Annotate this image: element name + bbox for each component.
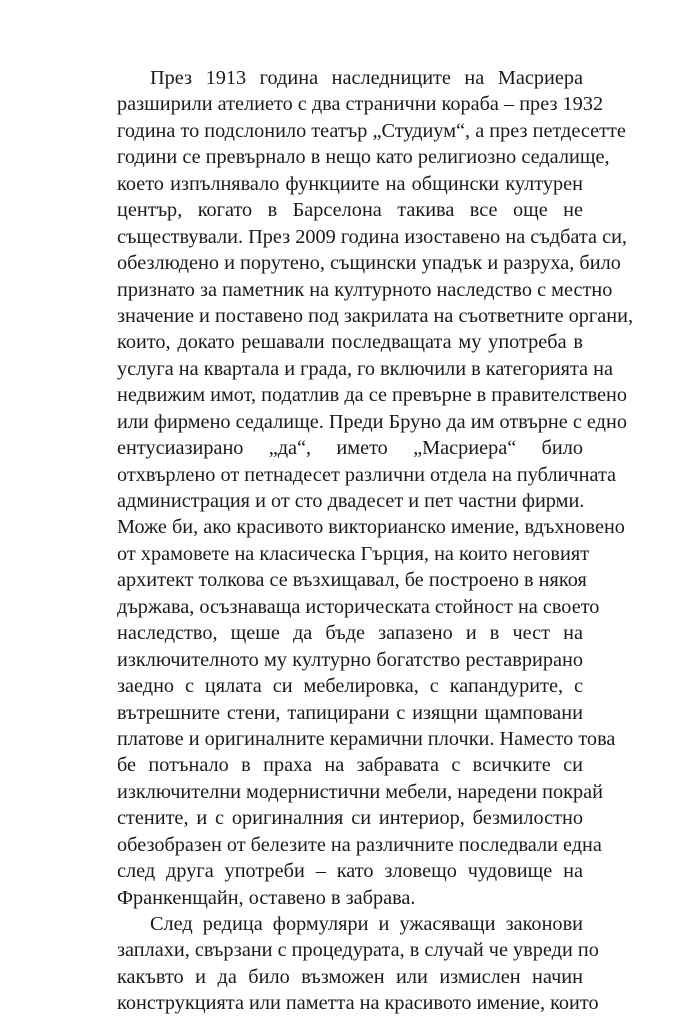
text-line: След редица формуляри и ужасяващи законови	[150, 913, 583, 935]
text-line: вътрешните стени, тапицирани с изящни щамповани	[117, 701, 583, 724]
text-line: години се превърнало в нещо като религиозно седалище,	[117, 146, 610, 169]
text-line: или фирмено седалище. Преди Бруно да им отвърне с едно	[117, 410, 627, 433]
text-line: обезобразен от белезите на различните последвали една	[117, 833, 602, 856]
text-line: отхвърлено от петнадесет различни отдела на публичната	[117, 463, 617, 486]
paragraph-1	[117, 65, 634, 911]
text-line: През 1913 година наследниците на Масриера	[150, 67, 583, 89]
text-line: значение и поставено под закрилата на съответните органи,	[117, 304, 634, 327]
text-line: година то подслонило театър „Студиум“, а през петдесетте	[117, 119, 626, 142]
text-line: услуга на квартала и града, го включили в категорията на	[117, 357, 613, 380]
text-line: от храмовете на класическа Гърция, на които неговият	[117, 542, 590, 565]
text-line: след друга употреби – като зловещо чудовище на	[117, 860, 583, 883]
text-line: което изпълнявало функциите на общински културен	[117, 172, 583, 195]
paragraph-2	[117, 911, 599, 1017]
text-line: ентусиазирано „да“, името „Масриера“ било	[117, 437, 583, 460]
text-line: държава, осъзнаваща историческата стойност на своето	[117, 595, 600, 618]
text-line: Франкенщайн, оставено в забрава.	[117, 886, 416, 909]
text-line: стените, и с оригиналния си интериор, безмилостно	[117, 807, 583, 830]
text-line: архитект толкова се възхищавал, бе построено в някоя	[117, 569, 587, 592]
text-line: съществували. През 2009 година изоставено на съдбата си,	[117, 225, 627, 248]
text-line: недвижим имот, податлив да се превърне в правителствено	[117, 384, 628, 407]
body-text	[117, 65, 634, 1017]
text-line: конструкцията или паметта на красивото имение, които	[117, 992, 599, 1015]
text-line: признато за паметник на културното наследство с местно	[117, 278, 613, 301]
text-line: заедно с цялата си мебелировка, с капандурите, с	[117, 675, 583, 698]
text-line: които, докато решавали последващата му употреба в	[117, 331, 583, 354]
text-line: изключителни модернистични мебели, наредени покрай	[117, 780, 603, 803]
text-line: Може би, ако красивото викторианско имение, вдъхновено	[117, 516, 625, 539]
text-line: център, когато в Барселона такива все още не	[117, 199, 583, 222]
text-line: изключителното му културно богатство реставрирано	[117, 648, 583, 671]
text-line: наследство, щеше да бъде запазено и в чест на	[117, 622, 583, 645]
text-line: платове и оригиналните керамични плочки. Наместо това	[117, 727, 616, 750]
text-line: заплахи, свързани с процедурата, в случай че увреди по	[117, 939, 599, 962]
text-line: бе потънало в праха на забравата с всичките си	[117, 754, 583, 777]
text-line: какъвто и да било възможен или измислен начин	[117, 965, 583, 988]
text-line: обезлюдено и порутено, същински упадък и разруха, било	[117, 252, 621, 275]
text-line: администрация и от сто двадесет и пет частни фирми.	[117, 490, 585, 512]
text-line: разширили ателието с два странични кораба – през 1932	[117, 93, 604, 116]
